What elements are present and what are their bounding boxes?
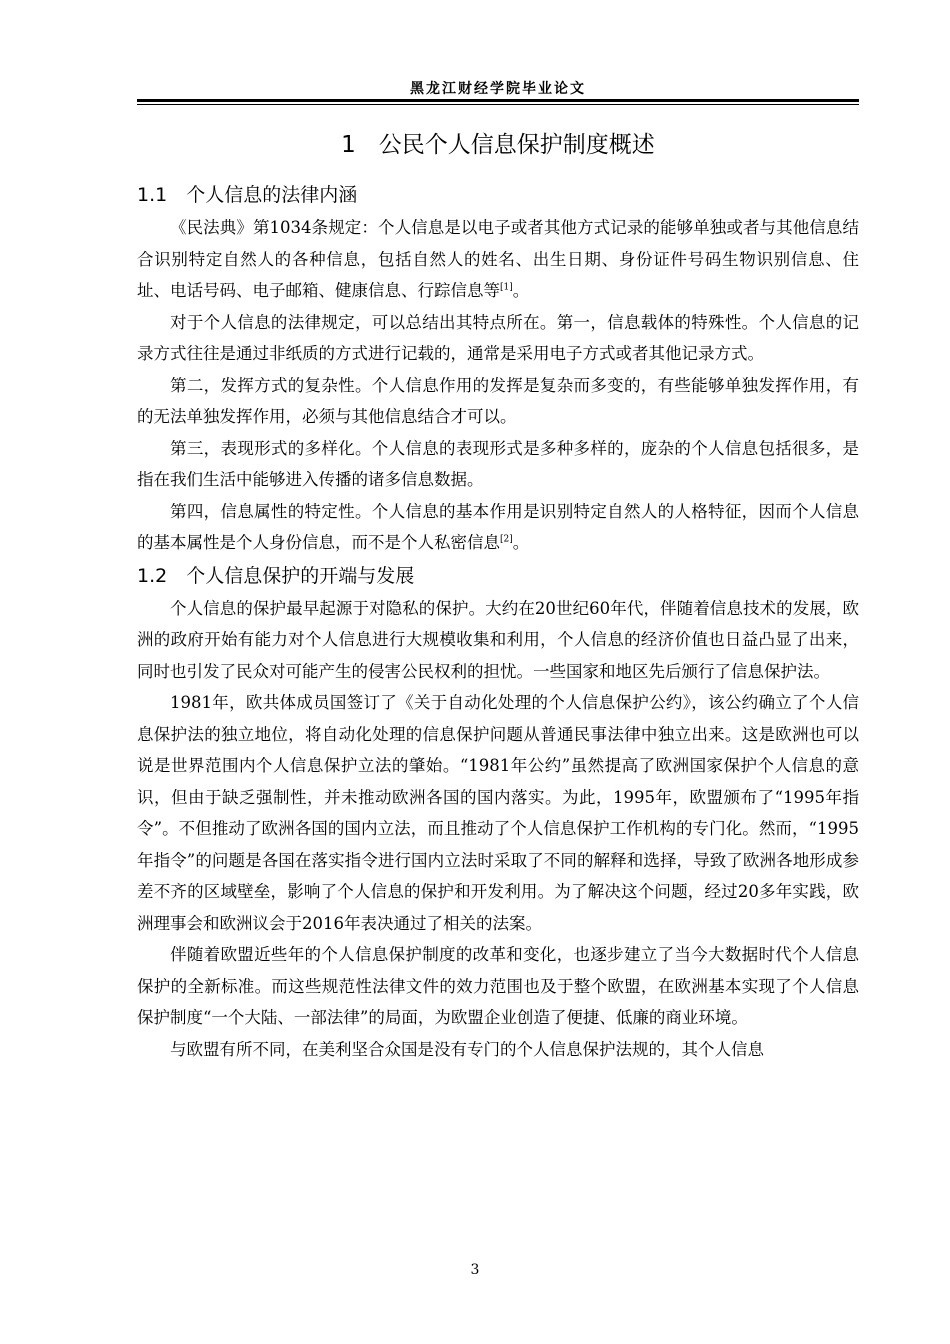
running-header: 黑龙江财经学院毕业论文 (410, 81, 586, 97)
paragraph: 第三，表现形式的多样化。个人信息的表现形式是多种多样的，庞杂的个人信息包括很多，是指在我们生活中能够进入传播的诸多信息数据。 (137, 438, 859, 489)
chapter-title: 1 公民个人信息保护制度概述 (341, 132, 655, 158)
section-heading: 1.2 个人信息保护的开端与发展 (137, 564, 415, 587)
paragraph: 与欧盟有所不同，在美利坚合众国是没有专门的个人信息保护法规的，其个人信息 (170, 1039, 764, 1059)
paragraph: 对于个人信息的法律规定，可以总结出其特点所在。第一，信息载体的特殊性。个人信息的记录方式往往是通过非纸质的方式进行记载的，通常是采用电子方式或者其他记录方式。 (137, 312, 859, 363)
page-content (137, 130, 859, 1065)
paragraph: 1981年，欧共体成员国签订了《关于自动化处理的个人信息保护公约》，该公约确立了个人信息保护法的独立地位，将自动化处理的信息保护问题从普通民事法律中独立出来。这是欧洲也可以说是世界范围内个人信息保护立法的肇始。“1981年公约”虽然提高了欧洲国家保护个人信息的意识，但由于缺乏强制性，并未推动欧洲各国的国内落实。为此，1995年，欧盟颁布了“1995年指令”。不但推动了欧洲各国的国内立法，而且推动了个人信息保护工作机构的专门化。然而，“1995年指令”的问题是各国在落实指令进行国内立法时采取了不同的解释和选择，导致了欧洲各地形成参差不齐的区域壁垒，影响了个人信息的保护和开发利用。为了解决这个问题，经过20多年实践，欧洲理事会和欧洲议会于2016年表决通过了相关的法案。 (137, 693, 859, 933)
paragraph: 第四，信息属性的特定性。个人信息的基本作用是识别特定自然人的人格特征，因而个人信息的基本属性是个人身份信息，而不是个人私密信息[2]。 (137, 501, 859, 552)
header-rule-thin (137, 104, 859, 105)
page-number: 3 (470, 1262, 480, 1278)
paragraph: 《民法典》第1034条规定：个人信息是以电子或者其他方式记录的能够单独或者与其他信息结合识别特定自然人的各种信息，包括自然人的姓名、出生日期、身份证件号码生物识别信息、住址、电话号码、电子邮箱、健康信息、行踪信息等[1]。 (137, 218, 859, 300)
section-heading: 1.1 个人信息的法律内涵 (137, 184, 358, 206)
citation-marker: [2] (500, 534, 513, 545)
header-rule-thick (137, 99, 859, 102)
paragraph: 伴随着欧盟近些年的个人信息保护制度的改革和变化，也逐步建立了当今大数据时代个人信息保护的全新标准。而这些规范性法律文件的效力范围也及于整个欧盟，在欧洲基本实现了个人信息保护制度“一个大陆、一部法律”的局面，为欧盟企业创造了便捷、低廉的商业环境。 (137, 945, 859, 1027)
paragraph: 个人信息的保护最早起源于对隐私的保护。大约在20世纪60年代，伴随着信息技术的发展，欧洲的政府开始有能力对个人信息进行大规模收集和利用，个人信息的经济价值也日益凸显了出来，同时也引发了民众对可能产生的侵害公民权利的担忧。一些国家和地区先后颁行了信息保护法。 (137, 598, 859, 681)
citation-marker: [1] (500, 282, 513, 293)
paragraph: 第二，发挥方式的复杂性。个人信息作用的发挥是复杂而多变的，有些能够单独发挥作用，有的无法单独发挥作用，必须与其他信息结合才可以。 (137, 375, 859, 426)
